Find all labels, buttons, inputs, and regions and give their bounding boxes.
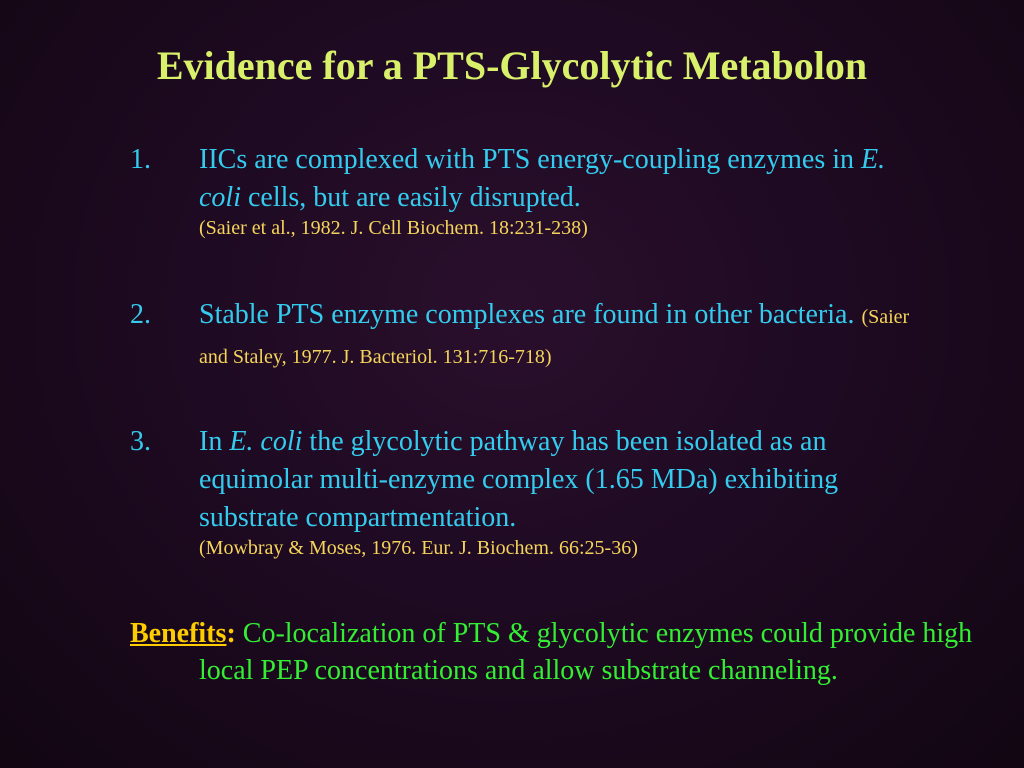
citation: (Saier et al., 1982. J. Cell Biochem. 18:231-238) xyxy=(199,217,588,239)
organism-name: E. coli xyxy=(229,426,303,457)
citation: (Saier and Staley, 1977. J. Bacteriol. 131:716-718) xyxy=(199,306,910,368)
list-text: IICs are complexed with PTS energy-coupling enzymes in xyxy=(199,144,861,175)
benefits-paragraph xyxy=(130,615,989,689)
list-text: Stable PTS enzyme complexes are found in other bacteria. xyxy=(199,299,862,330)
list-number: 1. xyxy=(130,144,151,175)
list-item-body xyxy=(199,423,919,561)
list-text: cells, but are easily disrupted. xyxy=(241,182,581,213)
list-text: the glycolytic pathway has been isolated as an equimolar multi-enzyme complex (1.65 MDa) exhibiting substrate compartmentation. xyxy=(199,426,839,533)
benefits-label: Benefits xyxy=(130,618,227,649)
list-item-body xyxy=(199,296,919,376)
list-item-body xyxy=(199,141,919,241)
list-text: In xyxy=(199,426,230,457)
benefits-colon: : xyxy=(226,618,236,649)
list-number: 3. xyxy=(130,426,151,457)
benefits-text: Co-localization of PTS & glycolytic enzymes could provide high local PEP concentrations and allow substrate channeling. xyxy=(199,618,973,686)
organism-name: E. coli xyxy=(199,144,886,213)
slide-title: Evidence for a PTS-Glycolytic Metabolon xyxy=(156,43,868,88)
citation: (Mowbray & Moses, 1976. Eur. J. Biochem. 66:25-36) xyxy=(199,537,638,559)
list-number: 2. xyxy=(130,299,151,330)
